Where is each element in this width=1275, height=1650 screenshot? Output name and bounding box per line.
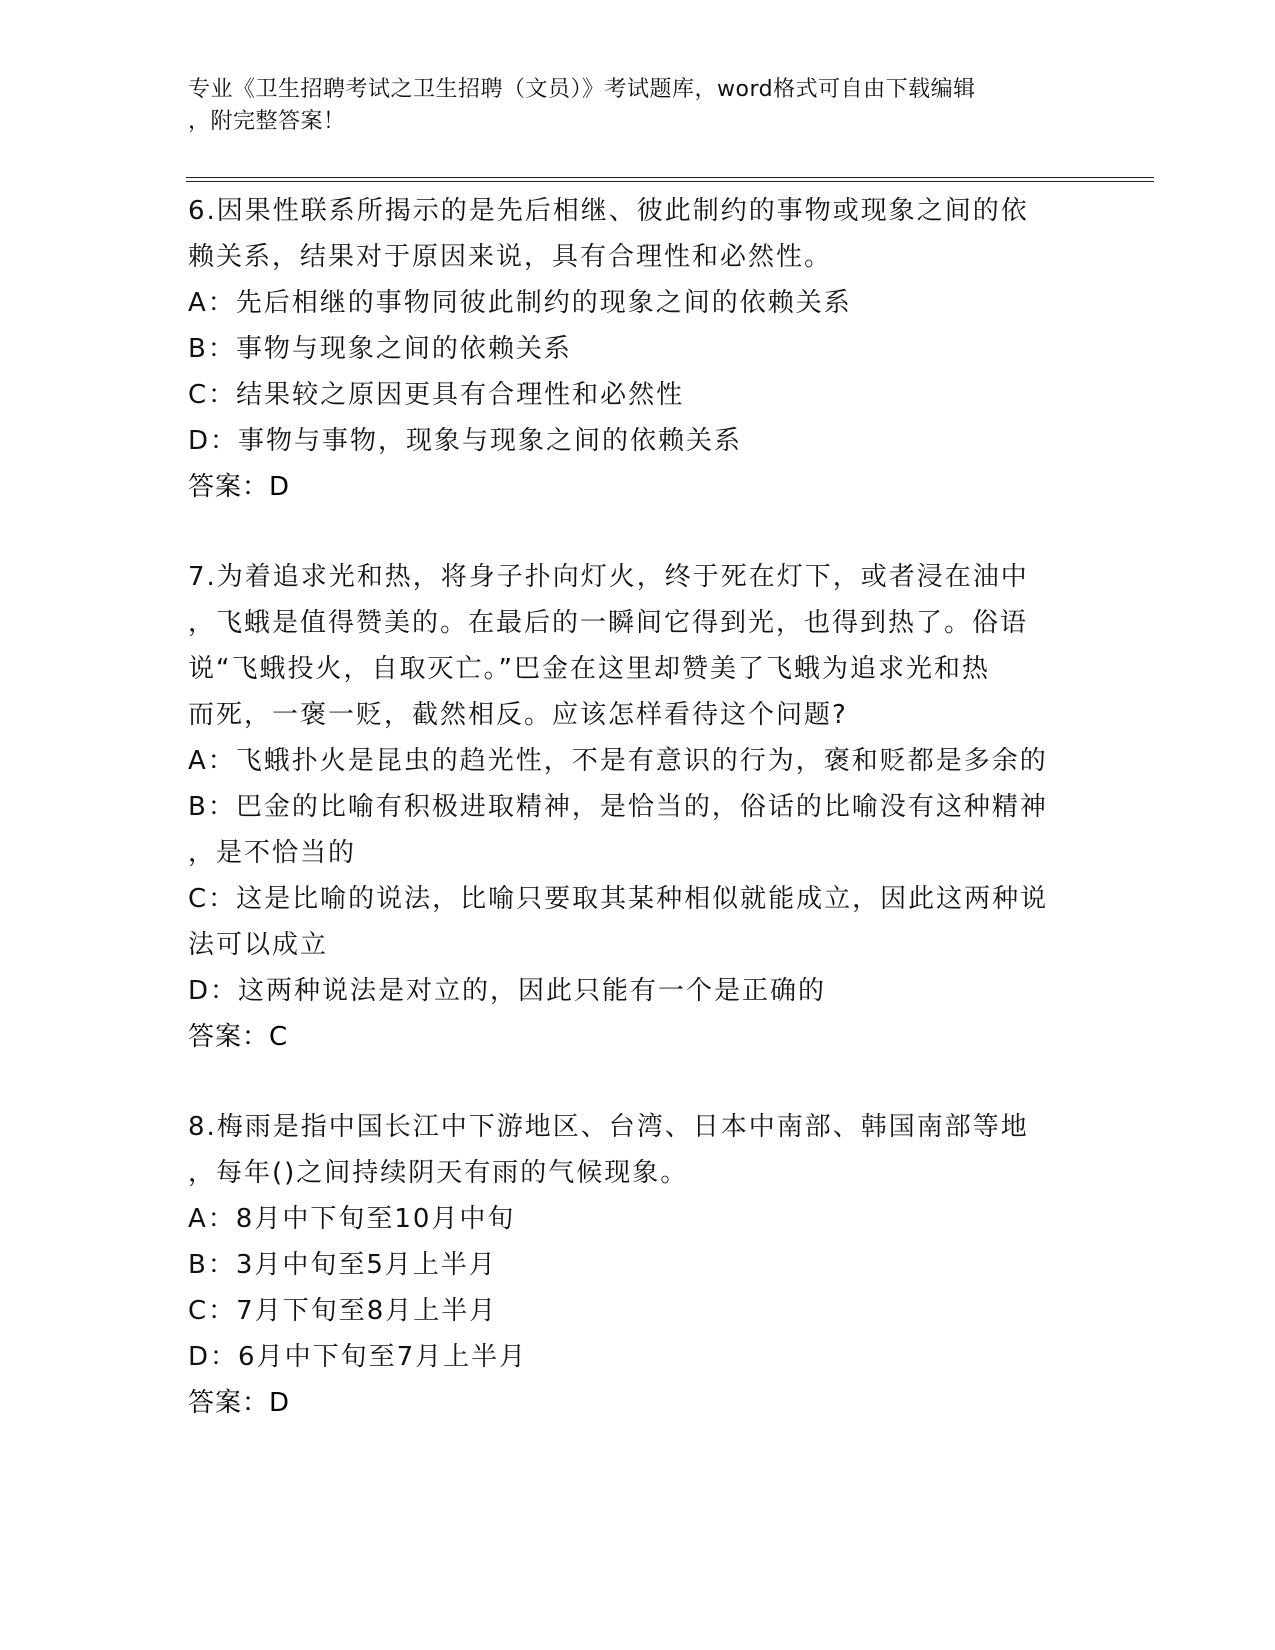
question-stem-line: 8.梅雨是指中国长江中下游地区、台湾、日本中南部、韩国南部等地 [188,1112,1029,1142]
question-stem-line: ，飞蛾是值得赞美的。在最后的一瞬间它得到光，也得到热了。俗语 [188,608,1029,638]
option-c: C：这是比喻的说法，比喻只要取其某种相似就能成立，因此这两种说 [188,884,1049,914]
question-6 [188,188,1088,510]
option-b-continued: ，是不恰当的 [188,838,357,868]
answer-label: 答案：D [188,472,291,502]
answer-label: 答案：C [188,1022,289,1052]
question-7 [188,554,1088,1060]
question-stem-line: 说“飞蛾投火，自取灭亡。”巴金在这里却赞美了飞蛾为追求光和热 [188,654,990,684]
question-stem-line: 赖关系，结果对于原因来说，具有合理性和必然性。 [188,242,833,272]
question-stem-line: 而死，一褒一贬，截然相反。应该怎样看待这个问题? [188,700,848,730]
option-c: C：结果较之原因更具有合理性和必然性 [188,380,685,410]
question-8 [188,1104,1088,1426]
option-d: D：这两种说法是对立的，因此只能有一个是正确的 [188,976,827,1006]
header-divider [186,177,1154,182]
header-line: 专业《卫生招聘考试之卫生招聘（文员）》考试题库，word格式可自由下载编辑 [188,77,976,102]
option-c: C：7月下旬至8月上半月 [188,1296,498,1326]
option-b: B：事物与现象之间的依赖关系 [188,334,572,364]
header-line: ，附完整答案！ [188,109,346,134]
option-d: D：6月中下旬至7月上半月 [188,1342,528,1372]
option-c-continued: 法可以成立 [188,930,329,960]
document-header [188,74,1068,138]
option-a: A：8月中下旬至10月中旬 [188,1204,516,1234]
question-stem-line: ，每年()之间持续阴天有雨的气候现象。 [188,1158,689,1188]
option-b: B：3月中旬至5月上半月 [188,1250,497,1280]
question-stem-line: 6.因果性联系所揭示的是先后相继、彼此制约的事物或现象之间的依 [188,196,1029,226]
answer-label: 答案：D [188,1388,291,1418]
question-list [188,188,1088,1470]
question-stem-line: 7.为着追求光和热，将身子扑向灯火，终于死在灯下，或者浸在油中 [188,562,1029,592]
option-b: B：巴金的比喻有积极进取精神，是恰当的，俗话的比喻没有这种精神 [188,792,1048,822]
option-a: A：先后相继的事物同彼此制约的现象之间的依赖关系 [188,288,852,318]
option-d: D：事物与事物，现象与现象之间的依赖关系 [188,426,743,456]
option-a: A：飞蛾扑火是昆虫的趋光性，不是有意识的行为，褒和贬都是多余的 [188,746,1048,776]
